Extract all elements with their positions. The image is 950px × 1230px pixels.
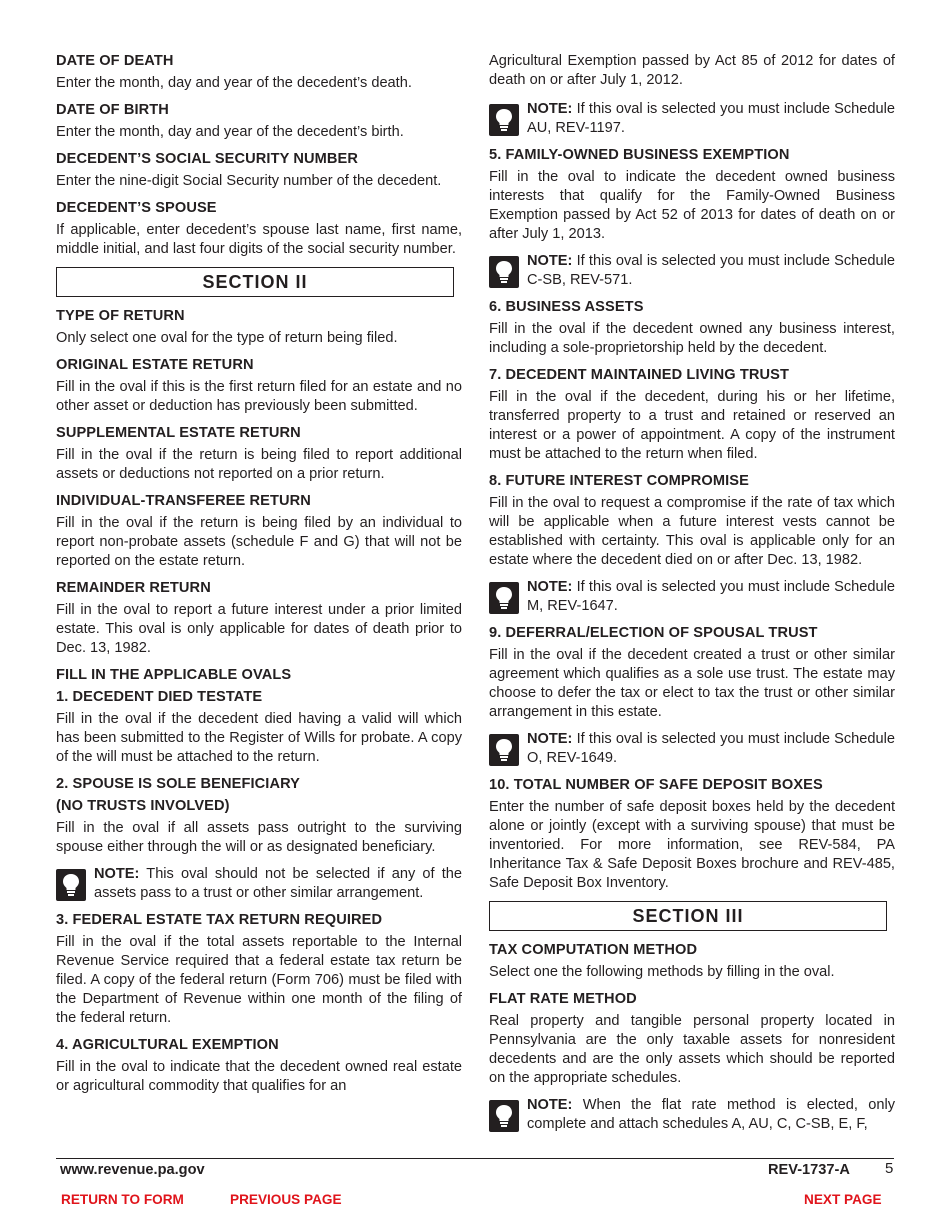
lightbulb-icon	[56, 869, 86, 901]
note-text	[527, 730, 895, 768]
section-title-box: SECTION III	[489, 901, 887, 931]
instruction-text: Real property and tangible personal property located in Pennsylvania are the only taxable assets for nonresident decedents and are the only assets which should be reported on the appropriate schedules.	[489, 1013, 895, 1086]
left-column	[56, 52, 462, 1104]
section-heading: DECEDENT’S SPOUSE	[56, 200, 217, 216]
note-callout	[489, 100, 895, 138]
instruction-block	[489, 472, 895, 570]
next-page-link[interactable]: NEXT PAGE	[804, 1192, 882, 1207]
instruction-block	[56, 492, 462, 571]
section-heading: DECEDENT’S SOCIAL SECURITY NUMBER	[56, 151, 358, 167]
section-heading: DATE OF DEATH	[56, 53, 174, 69]
instruction-text: Only select one oval for the type of return being filed.	[56, 330, 398, 346]
instruction-block	[489, 146, 895, 244]
note-label: NOTE:	[527, 1097, 573, 1113]
note-callout	[489, 730, 895, 768]
instruction-block	[489, 366, 895, 464]
section-heading: 4. AGRICULTURAL EXEMPTION	[56, 1037, 279, 1053]
instruction-text: Fill in the oval if the decedent created a trust or other similar agreement which qualifies as a sole use trust. The estate may choose to defer the tax or elect to tax the trust or other similar arrangement in this estate.	[489, 647, 895, 720]
instruction-block	[56, 688, 462, 767]
section-heading: 7. DECEDENT MAINTAINED LIVING TRUST	[489, 367, 789, 383]
footer-website: www.revenue.pa.gov	[60, 1162, 205, 1178]
lightbulb-icon	[489, 582, 519, 614]
note-callout	[489, 1096, 895, 1134]
note-callout	[489, 578, 895, 616]
instruction-block	[56, 356, 462, 416]
instruction-text: Fill in the oval if the decedent died having a valid will which has been submitted to the Register of Wills for probate. A copy of the will must be attached to the return.	[56, 711, 462, 765]
section-heading: 10. TOTAL NUMBER OF SAFE DEPOSIT BOXES	[489, 777, 823, 793]
instruction-block	[489, 298, 895, 358]
instruction-text: Fill in the oval to request a compromise if the rate of tax which will be applicable when a future interest vests cannot be established with certainty. This oval is applicable only for an estate where the decedent died on or after Dec. 13, 1982.	[489, 495, 895, 568]
instruction-text: Enter the month, day and year of the decedent’s birth.	[56, 124, 404, 140]
instruction-text: Fill in the oval to report a future interest under a prior limited estate. This oval is only applicable for dates of death prior to Dec. 13, 1982.	[56, 602, 462, 656]
instruction-block	[56, 424, 462, 484]
instruction-block	[56, 797, 462, 857]
instruction-text: Fill in the oval if all assets pass outright to the surviving spouse either through the will or as designated beneficiary.	[56, 820, 462, 855]
section-heading: 8. FUTURE INTEREST COMPROMISE	[489, 473, 749, 489]
instruction-block	[56, 52, 462, 93]
instruction-text: Fill in the oval if the total assets reportable to the Internal Revenue Service required that a federal estate tax return be filed. A copy of the federal return (Form 706) must be filed with the Department of Revenue within one month of the filing of the federal return.	[56, 934, 462, 1026]
note-body: This oval should not be selected if any of the assets pass to a trust or other similar arrangement.	[94, 866, 462, 901]
instruction-text: Fill in the oval to indicate the decedent owned business interests that qualify for the Family-Owned Business Exemption passed by Act 52 of 2013 for dates of death on or after July 1, 2013.	[489, 169, 895, 242]
section-heading: REMAINDER RETURN	[56, 580, 211, 596]
instruction-text: Agricultural Exemption passed by Act 85 of 2012 for dates of death on or after July 1, 2012.	[489, 53, 895, 88]
section-heading: 5. FAMILY-OWNED BUSINESS EXEMPTION	[489, 147, 790, 163]
footer-form-number: REV-1737-A	[768, 1162, 850, 1178]
note-body: If this oval is selected you must include Schedule C-SB, REV-571.	[527, 253, 895, 288]
instruction-text: Fill in the oval if the decedent owned any business interest, including a sole-proprietorship held by the decedent.	[489, 321, 895, 356]
section-heading: SUPPLEMENTAL ESTATE RETURN	[56, 425, 301, 441]
instruction-text: Fill in the oval if this is the first return filed for an estate and no other asset or deduction has previously been submitted.	[56, 379, 462, 414]
section-heading: DATE OF BIRTH	[56, 102, 169, 118]
section-heading: TAX COMPUTATION METHOD	[489, 942, 698, 958]
note-body: When the flat rate method is elected, only complete and attach schedules A, AU, C, C-SB, E, F,	[527, 1097, 895, 1132]
lightbulb-icon	[489, 256, 519, 288]
note-text	[527, 1096, 895, 1134]
note-label: NOTE:	[527, 731, 573, 747]
note-text	[94, 865, 462, 903]
instruction-block	[56, 579, 462, 658]
note-label: NOTE:	[527, 253, 573, 269]
instruction-text: Enter the nine-digit Social Security number of the decedent.	[56, 173, 442, 189]
instruction-text: Select one the following methods by filling in the oval.	[489, 964, 835, 980]
note-text	[527, 252, 895, 290]
section-heading: ORIGINAL ESTATE RETURN	[56, 357, 254, 373]
instruction-block	[489, 776, 895, 893]
note-text	[527, 578, 895, 616]
note-label: NOTE:	[527, 579, 573, 595]
instruction-block	[489, 990, 895, 1088]
note-body: If this oval is selected you must include Schedule AU, REV-1197.	[527, 101, 895, 136]
instruction-block	[489, 941, 895, 982]
instruction-block	[56, 101, 462, 142]
instruction-text: If applicable, enter decedent’s spouse last name, first name, middle initial, and last four digits of the social security number.	[56, 222, 462, 257]
instruction-text: Fill in the oval if the decedent, during his or her lifetime, transferred property to a trust and retained or reserved an interest or a power of appointment. A copy of the instrument must be attached to the return when filed.	[489, 389, 895, 462]
instruction-block	[56, 911, 462, 1028]
instruction-text: Fill in the oval to indicate that the decedent owned real estate or agricultural commodity that qualifies for an	[56, 1059, 462, 1094]
section-heading: 2. SPOUSE IS SOLE BENEFICIARY	[56, 776, 301, 792]
instruction-text: Fill in the oval if the return is being filed to report additional assets or deductions not reported on a prior return.	[56, 447, 462, 482]
page-number: 5	[885, 1160, 894, 1177]
section-heading: INDIVIDUAL-TRANSFEREE RETURN	[56, 493, 311, 509]
footer-divider	[56, 1158, 894, 1159]
section-heading: 6. BUSINESS ASSETS	[489, 299, 644, 315]
instruction-text: Enter the number of safe deposit boxes held by the decedent alone or jointly (except with a surviving spouse) that must be inventoried. For more information, see REV-584, PA Inheritance Tax & Safe Deposit Boxes brochure and REV-485, Safe Deposit Box Inventory.	[489, 799, 895, 891]
lightbulb-icon	[489, 734, 519, 766]
section-heading: 9. DEFERRAL/ELECTION OF SPOUSAL TRUST	[489, 625, 818, 641]
note-callout	[489, 252, 895, 290]
instruction-block	[489, 624, 895, 722]
instruction-block	[56, 150, 462, 191]
previous-page-link[interactable]: PREVIOUS PAGE	[230, 1192, 342, 1207]
lightbulb-icon	[489, 104, 519, 136]
instruction-text: Fill in the oval if the return is being filed by an individual to report non-probate assets (schedule F and G) that will not be reported on the estate return.	[56, 515, 462, 569]
section-heading: TYPE OF RETURN	[56, 308, 185, 324]
lightbulb-icon	[489, 1100, 519, 1132]
note-label: NOTE:	[527, 101, 573, 117]
instruction-block	[56, 1036, 462, 1096]
section-heading: (NO TRUSTS INVOLVED)	[56, 798, 230, 814]
section-heading: FLAT RATE METHOD	[489, 991, 637, 1007]
instruction-block	[56, 307, 462, 348]
section-heading: 3. FEDERAL ESTATE TAX RETURN REQUIRED	[56, 912, 383, 928]
section-title-box: SECTION II	[56, 267, 454, 297]
note-callout	[56, 865, 462, 903]
instruction-text: Enter the month, day and year of the decedent’s death.	[56, 75, 412, 91]
section-heading: 1. DECEDENT DIED TESTATE	[56, 689, 263, 705]
note-body: If this oval is selected you must include Schedule O, REV-1649.	[527, 731, 895, 766]
instruction-block	[56, 199, 462, 259]
note-body: If this oval is selected you must include Schedule M, REV-1647.	[527, 579, 895, 614]
note-text	[527, 100, 895, 138]
section-heading: FILL IN THE APPLICABLE OVALS	[56, 667, 292, 683]
right-column	[489, 52, 895, 1142]
note-label: NOTE:	[94, 866, 140, 882]
return-to-form-link[interactable]: RETURN TO FORM	[61, 1192, 184, 1207]
